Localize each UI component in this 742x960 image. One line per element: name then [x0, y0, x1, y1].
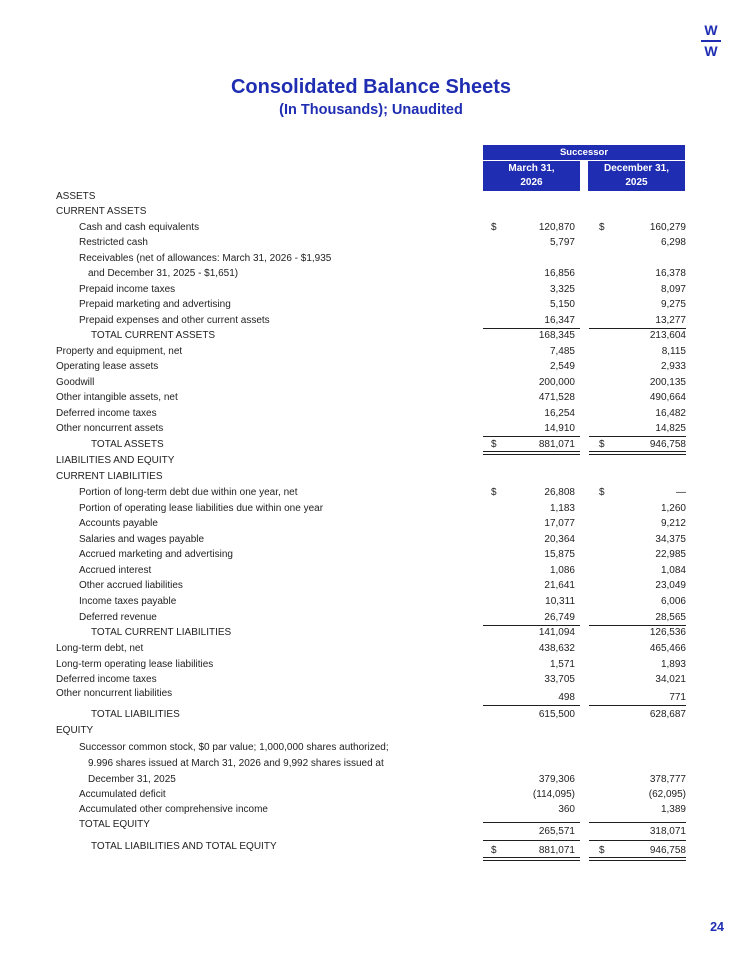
value-march-2026: 168,345: [538, 330, 575, 341]
double-underline: [483, 857, 580, 861]
value-december-2025: 14,825: [655, 423, 686, 434]
value-march-2026: 7,485: [549, 346, 575, 357]
row-label: TOTAL CURRENT ASSETS: [91, 330, 216, 341]
row-label: Deferred revenue: [79, 612, 157, 623]
column-header-december-2025: [588, 161, 685, 191]
logo-bottom-letter: W: [704, 43, 718, 59]
table-row: [56, 359, 686, 374]
table-row: [56, 421, 686, 436]
currency-symbol: $: [491, 439, 497, 450]
value-march-2026: 20,364: [544, 534, 575, 545]
table-row: [56, 756, 686, 771]
table-row: [56, 594, 686, 609]
table-row: [56, 802, 686, 817]
currency-symbol: $: [491, 487, 497, 498]
page-number: 24: [710, 920, 724, 934]
value-december-2025: 490,664: [649, 392, 686, 403]
value-december-2025: 34,375: [655, 534, 686, 545]
row-label: Portion of operating lease liabilities due within one year: [79, 503, 324, 514]
row-label: Accrued marketing and advertising: [79, 549, 233, 560]
value-december-2025: 946,758: [649, 439, 686, 450]
section-heading: [56, 204, 686, 219]
row-label: Operating lease assets: [56, 361, 159, 372]
currency-symbol: $: [599, 439, 605, 450]
column-header-line: December 31,: [603, 163, 670, 174]
table-row: [56, 313, 686, 328]
table-row: [56, 610, 686, 625]
row-label: Other noncurrent liabilities: [56, 688, 173, 699]
top-rule: [589, 822, 686, 823]
value-march-2026: 1,086: [549, 565, 575, 576]
value-december-2025: 1,260: [660, 503, 686, 514]
table-row: [56, 344, 686, 359]
value-december-2025: 160,279: [649, 222, 686, 233]
row-label: ASSETS: [56, 191, 96, 202]
value-march-2026: 15,875: [544, 549, 575, 560]
value-march-2026: 10,311: [545, 596, 575, 607]
table-row: [56, 672, 686, 687]
table-row: [56, 485, 686, 500]
table-row: [56, 375, 686, 390]
row-label: Income taxes payable: [79, 596, 177, 607]
value-march-2026: 265,571: [538, 826, 575, 837]
top-rule: [483, 840, 580, 841]
row-label: 9.996 shares issued at March 31, 2026 and 9,992 shares issued at: [88, 758, 384, 769]
table-row: [56, 688, 686, 703]
currency-symbol: $: [599, 487, 605, 498]
value-december-2025: 23,049: [655, 580, 686, 591]
subtotal-values-row: [56, 822, 686, 837]
table-row: [56, 578, 686, 593]
value-december-2025: 1,389: [660, 804, 686, 815]
value-march-2026: 1,183: [549, 503, 575, 514]
row-label: December 31, 2025: [88, 774, 176, 785]
period-group-header: Successor: [483, 145, 685, 160]
page-title: Consolidated Balance Sheets: [230, 76, 512, 98]
table-row: [56, 297, 686, 312]
value-march-2026: 200,000: [538, 377, 575, 388]
table-row: [56, 266, 686, 281]
value-march-2026: 21,641: [544, 580, 575, 591]
row-label: Accrued interest: [79, 565, 152, 576]
value-march-2026: 3,325: [549, 284, 575, 295]
section-heading: [56, 453, 686, 468]
currency-symbol: $: [599, 222, 605, 233]
total-row: [56, 840, 686, 855]
value-december-2025: 1,893: [660, 659, 686, 670]
value-march-2026: 498: [558, 692, 575, 703]
brand-logo: [696, 23, 726, 59]
value-december-2025: 13,277: [655, 315, 686, 326]
value-december-2025: 16,378: [655, 268, 686, 279]
value-march-2026: 5,150: [549, 299, 575, 310]
value-march-2026: 17,077: [544, 518, 575, 529]
row-label: Portion of long-term debt due within one year, net: [79, 487, 298, 498]
top-rule: [483, 822, 580, 823]
section-heading: [56, 723, 686, 738]
value-march-2026: 141,094: [538, 627, 575, 638]
value-december-2025: 8,115: [661, 346, 686, 357]
row-label: TOTAL LIABILITIES AND TOTAL EQUITY: [91, 841, 277, 852]
value-march-2026: 360: [558, 804, 575, 815]
value-march-2026: 120,870: [538, 222, 575, 233]
value-december-2025: 9,212: [660, 518, 686, 529]
value-march-2026: 16,347: [544, 315, 575, 326]
column-header-march-2026: [483, 161, 580, 191]
value-december-2025: 28,565: [655, 612, 686, 623]
table-row: [56, 641, 686, 656]
underline: [483, 705, 580, 706]
double-underline: [589, 857, 686, 861]
value-december-2025: 2,933: [660, 361, 686, 372]
row-label: Deferred income taxes: [56, 674, 157, 685]
value-march-2026: 881,071: [538, 439, 575, 450]
value-december-2025: 378,777: [649, 774, 686, 785]
column-header-line: 2026: [520, 177, 543, 188]
table-row: [56, 772, 686, 787]
row-label: Successor common stock, $0 par value; 1,000,000 shares authorized;: [79, 742, 389, 753]
value-march-2026: 1,571: [549, 659, 575, 670]
table-row: [56, 282, 686, 297]
value-december-2025: 34,021: [655, 674, 686, 685]
table-row: [56, 657, 686, 672]
subtotal-row: [56, 625, 686, 640]
row-label: Other accrued liabilities: [79, 580, 183, 591]
section-heading: [56, 189, 686, 204]
page-subtitle: (In Thousands); Unaudited: [279, 102, 463, 118]
row-label: EQUITY: [56, 725, 94, 736]
table-row: [56, 235, 686, 250]
column-header-line: March 31,: [508, 163, 555, 174]
row-label: Deferred income taxes: [56, 408, 157, 419]
value-december-2025: 126,536: [649, 627, 686, 638]
value-december-2025: 628,687: [649, 709, 686, 720]
table-row: [56, 220, 686, 235]
logo-divider: [701, 40, 721, 42]
row-label: TOTAL EQUITY: [79, 819, 150, 830]
table-row: [56, 532, 686, 547]
value-december-2025: 946,758: [649, 845, 686, 856]
row-label: TOTAL CURRENT LIABILITIES: [91, 627, 232, 638]
row-label: Prepaid marketing and advertising: [79, 299, 231, 310]
row-label: CURRENT LIABILITIES: [56, 471, 163, 482]
value-march-2026: 438,632: [538, 643, 575, 654]
underline: [589, 705, 686, 706]
subtotal-row: [56, 328, 686, 343]
row-label: Restricted cash: [79, 237, 148, 248]
value-march-2026: 2,549: [549, 361, 575, 372]
table-row: [56, 406, 686, 421]
value-december-2025: 16,482: [655, 408, 686, 419]
value-december-2025: 8,097: [660, 284, 686, 295]
row-label: CURRENT ASSETS: [56, 206, 147, 217]
row-label: Receivables (net of allowances: March 31, 2026 - $1,935: [79, 253, 332, 264]
table-row: [56, 740, 686, 755]
value-march-2026: (114,095): [532, 789, 575, 800]
row-label: Prepaid expenses and other current assets: [79, 315, 270, 326]
value-december-2025: 1,084: [660, 565, 686, 576]
value-december-2025: 771: [669, 692, 686, 703]
value-december-2025: 200,135: [649, 377, 686, 388]
row-label: Accounts payable: [79, 518, 158, 529]
row-label: Long-term debt, net: [56, 643, 144, 654]
value-march-2026: 26,749: [544, 612, 575, 623]
value-march-2026: 16,856: [544, 268, 575, 279]
value-march-2026: 5,797: [549, 237, 575, 248]
value-december-2025: (62,095): [648, 789, 686, 800]
value-december-2025: 9,275: [660, 299, 686, 310]
row-label: Long-term operating lease liabilities: [56, 659, 214, 670]
value-march-2026: 16,254: [544, 408, 575, 419]
value-december-2025: 22,985: [655, 549, 686, 560]
top-rule: [589, 840, 686, 841]
column-header-line: 2025: [625, 177, 648, 188]
value-december-2025: 6,298: [660, 237, 686, 248]
value-december-2025: 6,006: [660, 596, 686, 607]
table-row: [56, 390, 686, 405]
table-row: [56, 787, 686, 802]
value-december-2025: 465,466: [649, 643, 686, 654]
logo-top-letter: W: [704, 22, 718, 38]
currency-symbol: $: [491, 222, 497, 233]
subtotal-row: [56, 707, 686, 722]
value-march-2026: 379,306: [538, 774, 575, 785]
row-label: Accumulated other comprehensive income: [79, 804, 268, 815]
row-label: TOTAL ASSETS: [91, 439, 164, 450]
value-march-2026: 26,808: [544, 487, 575, 498]
table-row: [56, 563, 686, 578]
row-label: Other noncurrent assets: [56, 423, 164, 434]
total-row: [56, 437, 686, 452]
value-march-2026: 471,528: [538, 392, 575, 403]
currency-symbol: $: [599, 845, 605, 856]
table-row: [56, 251, 686, 266]
row-label: and December 31, 2025 - $1,651): [88, 268, 239, 279]
row-label: TOTAL LIABILITIES: [91, 709, 180, 720]
value-march-2026: 14,910: [544, 423, 575, 434]
value-december-2025: —: [676, 487, 686, 498]
row-label: Property and equipment, net: [56, 346, 183, 357]
table-row: [56, 516, 686, 531]
row-label: Goodwill: [56, 377, 95, 388]
row-label: Cash and cash equivalents: [79, 222, 200, 233]
row-label: Accumulated deficit: [79, 789, 166, 800]
row-label: Prepaid income taxes: [79, 284, 176, 295]
row-label: LIABILITIES AND EQUITY: [56, 455, 175, 466]
value-december-2025: 318,071: [649, 826, 686, 837]
value-march-2026: 881,071: [538, 845, 575, 856]
currency-symbol: $: [491, 845, 497, 856]
section-heading: [56, 469, 686, 484]
value-march-2026: 33,705: [544, 674, 575, 685]
row-label: Salaries and wages payable: [79, 534, 205, 545]
row-label: Other intangible assets, net: [56, 392, 178, 403]
value-march-2026: 615,500: [538, 709, 575, 720]
table-row: [56, 547, 686, 562]
table-row: [56, 501, 686, 516]
value-december-2025: 213,604: [649, 330, 686, 341]
